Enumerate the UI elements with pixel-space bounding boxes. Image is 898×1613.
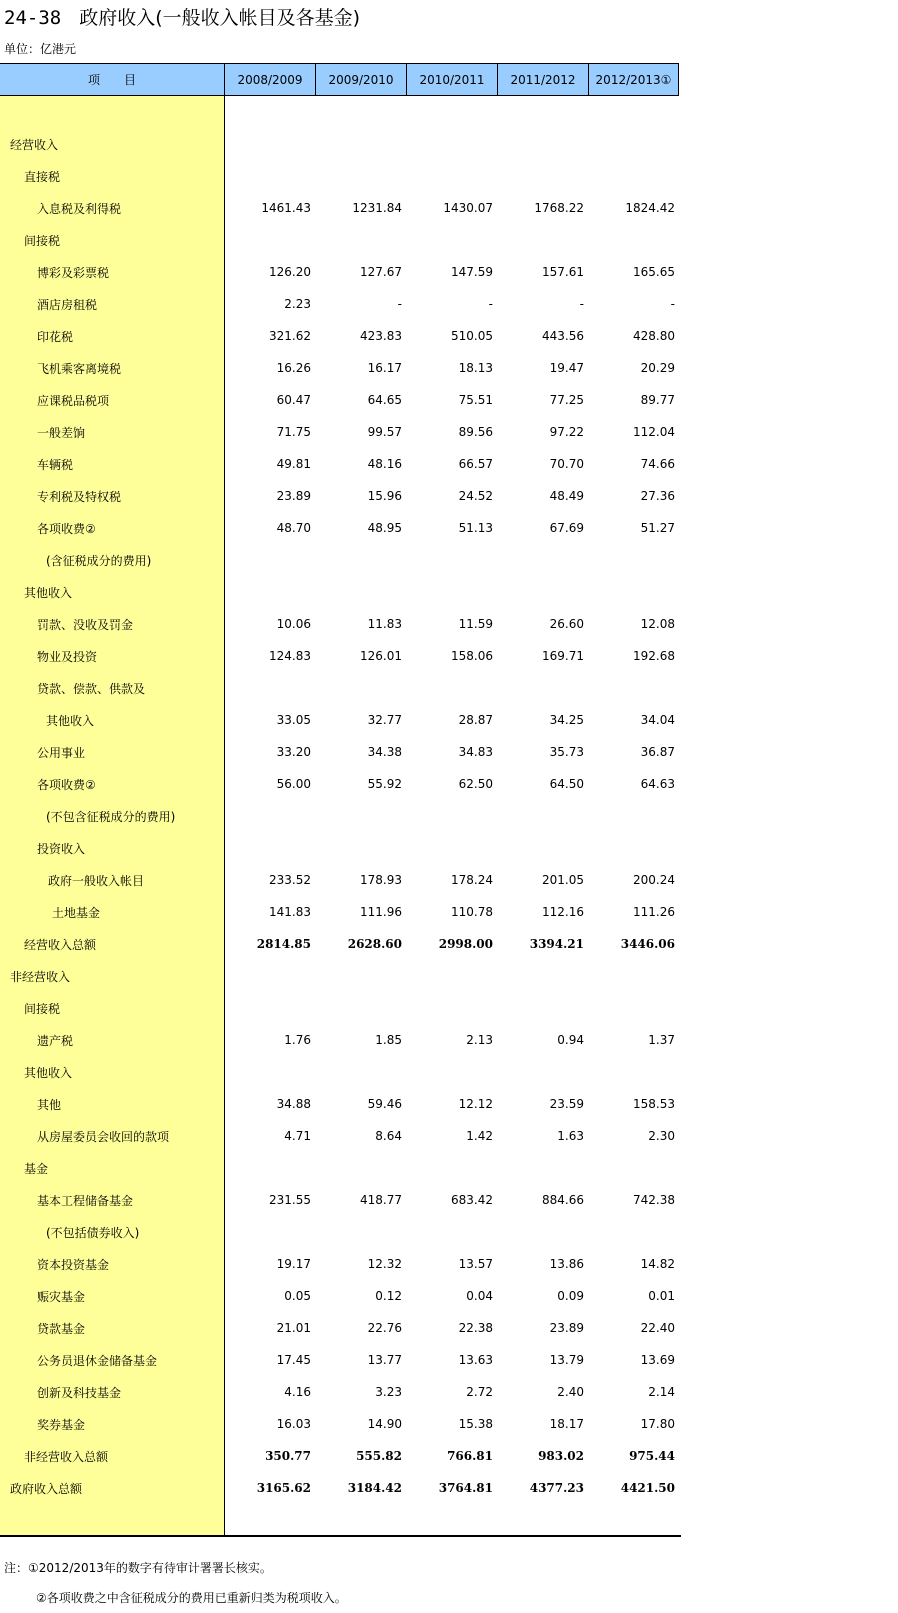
table-row [0,1216,681,1248]
row-value: 350.77 [265,1449,311,1463]
table-row [0,800,681,832]
row-value: 11.83 [367,617,402,631]
row-value: 14.82 [640,1257,675,1271]
row-label: 非经营收入总额 [24,1449,109,1464]
table-row [0,160,681,192]
header-year: 2009/2010 [315,63,406,96]
table-row [0,928,681,960]
row-value: 2998.00 [438,937,493,951]
table-row [0,256,681,288]
row-label: 其他收入 [24,585,73,600]
row-value: 158.53 [633,1097,675,1111]
table-row [0,1344,681,1376]
row-value: 34.25 [549,713,584,727]
row-value: 2.72 [466,1385,493,1399]
row-label: 公务员退休金储备基金 [37,1353,158,1368]
row-value: 49.81 [276,457,311,471]
row-label: 公用事业 [37,745,86,760]
row-value: 66.57 [458,457,493,471]
row-value: 683.42 [451,1193,493,1207]
row-value: 26.60 [549,617,584,631]
row-value: 2814.85 [256,937,311,951]
table-row [0,832,681,864]
row-value: 34.04 [640,713,675,727]
row-value: 10.06 [276,617,311,631]
row-value: 19.47 [549,361,584,375]
row-value: 3394.21 [529,937,584,951]
table-row [0,640,681,672]
row-label: 应课税品税项 [37,393,110,408]
row-value: 1824.42 [625,201,675,215]
table-row [0,1120,681,1152]
row-value: 126.01 [360,649,402,663]
row-label: 罚款、没收及罚金 [37,617,134,632]
row-value: 67.69 [549,521,584,535]
row-value: - [579,297,584,311]
row-label: 贷款基金 [37,1321,86,1336]
row-value: 23.89 [549,1321,584,1335]
revenue-table [0,63,681,96]
row-value: 19.17 [276,1257,311,1271]
row-value: 0.94 [557,1033,584,1047]
table-row [0,1056,681,1088]
row-value: 165.65 [633,265,675,279]
row-value: 418.77 [360,1193,402,1207]
row-value: 192.68 [633,649,675,663]
row-label: 间接税 [24,1001,61,1016]
row-value: 13.63 [458,1353,493,1367]
row-value: 158.06 [451,649,493,663]
table-row [0,384,681,416]
row-label: 飞机乘客离境税 [37,361,122,376]
table-row [0,1376,681,1408]
row-label: 政府一般收入帐目 [48,873,145,888]
row-value: 13.69 [640,1353,675,1367]
row-value: 17.45 [276,1353,311,1367]
table-row [0,448,681,480]
row-value: 510.05 [451,329,493,343]
row-value: 200.24 [633,873,675,887]
row-value: 3165.62 [256,1481,311,1495]
row-value: 111.26 [633,905,675,919]
row-value: 34.38 [367,745,402,759]
table-row [0,512,681,544]
row-label: 从房屋委员会收回的款项 [37,1129,170,1144]
row-value: 1231.84 [352,201,402,215]
row-label: (不包括债券收入) [46,1225,140,1240]
row-value: 1768.22 [534,201,584,215]
row-value: 12.08 [640,617,675,631]
row-value: 0.09 [557,1289,584,1303]
row-value: 428.80 [633,329,675,343]
row-label: 一般差饷 [37,425,86,440]
row-value: 99.57 [367,425,402,439]
row-value: 64.65 [367,393,402,407]
row-value: 62.50 [458,777,493,791]
row-label: 入息税及利得税 [37,201,122,216]
footnote-1-text: ①2012/2013年的数字有待审计署署长核实。 [28,1561,272,1575]
row-value: 3764.81 [438,1481,493,1495]
row-value: 983.02 [538,1449,584,1463]
row-label: 物业及投资 [37,649,98,664]
header-item: 项 目 [0,63,224,96]
row-value: 1430.07 [443,201,493,215]
table-row [0,864,681,896]
row-value: 141.83 [269,905,311,919]
table-row [0,768,681,800]
row-value: 0.04 [466,1289,493,1303]
row-value: 34.83 [458,745,493,759]
row-value: 28.87 [458,713,493,727]
row-value: 48.95 [367,521,402,535]
table-row [0,192,681,224]
row-value: 33.20 [276,745,311,759]
row-value: 321.62 [269,329,311,343]
row-value: 16.03 [276,1417,311,1431]
row-value: 15.96 [367,489,402,503]
table-row [0,736,681,768]
row-value: 0.01 [648,1289,675,1303]
row-value: 0.05 [284,1289,311,1303]
row-value: 157.61 [542,265,584,279]
row-value: 3446.06 [620,937,675,951]
row-value: 13.86 [549,1257,584,1271]
row-value: 20.29 [640,361,675,375]
row-value: 12.12 [458,1097,493,1111]
table-row [0,992,681,1024]
row-value: 4421.50 [620,1481,675,1495]
row-value: 51.27 [640,521,675,535]
header-year: 2010/2011 [406,63,497,96]
row-value: 16.17 [367,361,402,375]
table-row [0,1280,681,1312]
table-row [0,1408,681,1440]
row-value: 35.73 [549,745,584,759]
table-row [0,1312,681,1344]
row-value: 71.75 [276,425,311,439]
row-value: 1461.43 [261,201,311,215]
row-value: 21.01 [276,1321,311,1335]
row-label: 其他收入 [24,1065,73,1080]
table-row [0,288,681,320]
row-value: 3.23 [375,1385,402,1399]
row-label: 资本投资基金 [37,1257,110,1272]
row-label: 间接税 [24,233,61,248]
row-label: 奖券基金 [37,1417,86,1432]
row-value: 27.36 [640,489,675,503]
row-value: 201.05 [542,873,584,887]
row-value: 127.67 [360,265,402,279]
row-value: 742.38 [633,1193,675,1207]
row-value: 22.76 [367,1321,402,1335]
row-value: 60.47 [276,393,311,407]
table-row [0,576,681,608]
row-label: (不包含征税成分的费用) [46,809,176,824]
row-value: 48.70 [276,521,311,535]
row-value: 36.87 [640,745,675,759]
row-label: 基本工程储备基金 [37,1193,134,1208]
row-label: 创新及科技基金 [37,1385,122,1400]
row-label: 各项收费② [37,521,96,536]
row-value: 33.05 [276,713,311,727]
header-year: 2012/2013① [588,63,679,96]
row-label: 经营收入总额 [24,937,97,952]
row-value: 24.52 [458,489,493,503]
row-value: 124.83 [269,649,311,663]
row-value: 48.49 [549,489,584,503]
row-value: 2.40 [557,1385,584,1399]
row-label: (含征税成分的费用) [46,553,152,568]
row-label: 酒店房租税 [37,297,98,312]
row-value: 59.46 [367,1097,402,1111]
row-label: 直接税 [24,169,61,184]
row-value: 555.82 [356,1449,402,1463]
row-label: 基金 [24,1161,49,1176]
row-value: 147.59 [451,265,493,279]
table-row [0,480,681,512]
row-value: 8.64 [375,1129,402,1143]
row-value: 89.77 [640,393,675,407]
row-label: 博彩及彩票税 [37,265,110,280]
table-row [0,1184,681,1216]
table-row [0,352,681,384]
row-label: 土地基金 [52,905,101,920]
row-value: 1.63 [557,1129,584,1143]
row-value: 2.13 [466,1033,493,1047]
row-label: 其他 [37,1097,62,1112]
row-value: 178.93 [360,873,402,887]
row-value: 22.38 [458,1321,493,1335]
row-label: 经营收入 [10,137,59,152]
table-row [0,1440,681,1472]
table-row [0,960,681,992]
row-value: 12.32 [367,1257,402,1271]
row-label: 其他收入 [46,713,95,728]
row-value: 22.40 [640,1321,675,1335]
page-title [4,6,360,30]
row-value: - [670,297,675,311]
row-label: 赈灾基金 [37,1289,86,1304]
row-value: 55.92 [367,777,402,791]
row-value: 884.66 [542,1193,584,1207]
row-value: 18.13 [458,361,493,375]
row-value: 423.83 [360,329,402,343]
row-value: 2.14 [648,1385,675,1399]
footnotes [4,1553,347,1613]
row-label: 政府收入总额 [10,1481,83,1496]
row-value: 112.16 [542,905,584,919]
row-value: 23.59 [549,1097,584,1111]
row-value: 74.66 [640,457,675,471]
notes-prefix: 注： [4,1561,29,1575]
row-value: 64.50 [549,777,584,791]
row-value: 1.76 [284,1033,311,1047]
row-value: 169.71 [542,649,584,663]
table-row [0,608,681,640]
row-value: 1.42 [466,1129,493,1143]
row-value: 51.13 [458,521,493,535]
row-value: 32.77 [367,713,402,727]
row-value: 2.23 [284,297,311,311]
table-row [0,128,681,160]
row-value: 1.85 [375,1033,402,1047]
row-value: 2.30 [648,1129,675,1143]
header-year: 2008/2009 [224,63,315,96]
row-value: 233.52 [269,873,311,887]
row-value: 2628.60 [347,937,402,951]
footnote-1 [4,1553,347,1583]
row-value: 77.25 [549,393,584,407]
row-value: 975.44 [629,1449,675,1463]
row-value: 13.77 [367,1353,402,1367]
row-value: 231.55 [269,1193,311,1207]
row-label: 投资收入 [37,841,86,856]
row-value: 1.37 [648,1033,675,1047]
row-value: 17.80 [640,1417,675,1431]
row-label: 贷款、偿款、供款及 [37,681,146,696]
row-value: 111.96 [360,905,402,919]
row-value: 13.79 [549,1353,584,1367]
table-row [0,704,681,736]
table-body [0,128,681,1504]
table-row [0,544,681,576]
row-value: 56.00 [276,777,311,791]
table-row [0,224,681,256]
table-row [0,1024,681,1056]
table-row [0,1152,681,1184]
row-value: 0.12 [375,1289,402,1303]
row-value: - [488,297,493,311]
row-value: 112.04 [633,425,675,439]
row-value: 34.88 [276,1097,311,1111]
row-value: - [397,297,402,311]
row-value: 75.51 [458,393,493,407]
row-value: 4.16 [284,1385,311,1399]
unit-label: 单位：亿港元 [4,42,77,56]
row-label: 车辆税 [37,457,74,472]
row-value: 178.24 [451,873,493,887]
row-value: 15.38 [458,1417,493,1431]
row-value: 4.71 [284,1129,311,1143]
table-bottom-border [0,1535,681,1537]
header-year: 2011/2012 [497,63,588,96]
row-label: 专利税及特权税 [37,489,122,504]
table-title: 政府收入(一般收入帐目及各基金) [79,7,361,29]
table-number: 24-38 [4,7,62,29]
row-value: 13.57 [458,1257,493,1271]
table-row [0,1088,681,1120]
row-value: 97.22 [549,425,584,439]
row-value: 70.70 [549,457,584,471]
row-value: 11.59 [458,617,493,631]
row-value: 443.56 [542,329,584,343]
table-row [0,416,681,448]
row-label: 遗产税 [37,1033,74,1048]
table-row [0,672,681,704]
table-row [0,1472,681,1504]
row-value: 16.26 [276,361,311,375]
row-label: 非经营收入 [10,969,71,984]
row-value: 89.56 [458,425,493,439]
row-value: 14.90 [367,1417,402,1431]
row-label: 印花税 [37,329,74,344]
row-value: 23.89 [276,489,311,503]
row-value: 48.16 [367,457,402,471]
row-value: 110.78 [451,905,493,919]
row-value: 766.81 [447,1449,493,1463]
footnote-2: ②各项收费之中含征税成分的费用已重新归类为税项收入。 [36,1591,347,1605]
row-value: 64.63 [640,777,675,791]
table-header-row [0,63,681,96]
row-value: 4377.23 [529,1481,584,1495]
row-label: 各项收费② [37,777,96,792]
table-row [0,1248,681,1280]
row-value: 126.20 [269,265,311,279]
table-row [0,896,681,928]
row-value: 18.17 [549,1417,584,1431]
table-row [0,320,681,352]
row-value: 3184.42 [347,1481,402,1495]
